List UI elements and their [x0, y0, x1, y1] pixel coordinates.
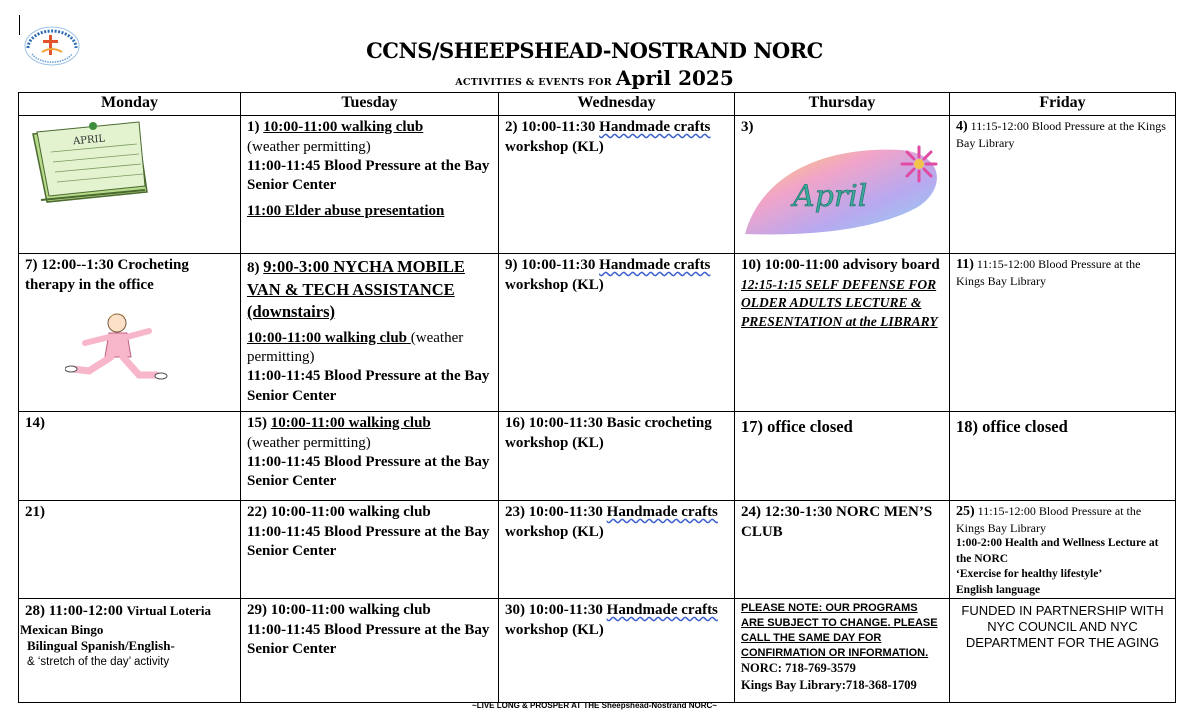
event-crocheting-therapy: 7) 12:00--1:30 Crocheting therapy in the office	[25, 257, 189, 293]
funding-notice: FUNDED IN PARTNERSHIP WITH NYC COUNCIL AND NYC DEPARTMENT FOR THE AGING	[961, 603, 1164, 650]
day-cell-tue-w2	[241, 254, 499, 412]
day-cell-thu-w3	[735, 412, 950, 501]
weekday-wednesday: Wednesday	[499, 93, 735, 116]
event-health-wellness: 1:00-2:00 Health and Wellness Lecture at the NORC	[956, 537, 1159, 565]
event-note: (weather permitting)	[247, 330, 464, 365]
week-row-2	[19, 254, 1176, 412]
day-cell-fri-w5	[950, 599, 1176, 703]
event-suffix: workshop (KL)	[505, 138, 604, 155]
event-blood-pressure: 11:00-11:45 Blood Pressure at the Bay Senior Center	[247, 368, 490, 404]
day-cell-tue-w3	[241, 412, 499, 501]
day-cell-tue-w4	[241, 501, 499, 599]
calendar-table	[18, 92, 1176, 703]
event-walking-club: 22) 10:00-11:00 walking club	[247, 504, 431, 520]
weekday-friday: Friday	[950, 93, 1176, 116]
day-number-14: 14)	[25, 415, 45, 431]
weekday-tuesday: Tuesday	[241, 93, 499, 116]
event-mexican-bingo: Mexican Bingo	[20, 621, 104, 637]
subtitle-prefix: ACTIVITIES & EVENTS FOR	[455, 77, 612, 88]
runner-clipart	[65, 309, 175, 389]
event-nycha-mobile-van: 9:00-3:00 NYCHA MOBILE VAN & TECH ASSISTANCE (downstairs)	[247, 257, 465, 321]
event-note: (weather permitting)	[247, 138, 371, 155]
event-suffix: workshop (KL)	[505, 523, 604, 540]
text-cursor	[19, 15, 20, 35]
day-cell-thu-w2	[735, 254, 950, 412]
event-handmade-crafts: Handmade crafts	[599, 119, 711, 135]
event-self-defense: 12:15-1:15 SELF DEFENSE FOR OLDER ADULTS LECTURE & PRESENTATION at the LIBRARY	[741, 276, 938, 329]
event-time: 9) 10:00-11:30	[505, 257, 600, 273]
day-number-4: 4)	[956, 119, 968, 134]
event-note: (weather permitting)	[247, 434, 371, 451]
day-cell-fri-w3	[950, 412, 1176, 501]
day-number-21: 21)	[25, 504, 45, 520]
day-cell-tue-w5	[241, 599, 499, 703]
subtitle-month: April 2025	[615, 66, 734, 90]
event-bilingual: Bilingual Spanish/English-	[27, 637, 175, 653]
event-mens-club: 24) 12:30-1:30 NORC MEN’S CLUB	[741, 504, 933, 540]
day-cell-wed-w2	[499, 254, 735, 412]
event-time: 2) 10:00-11:30	[505, 119, 600, 135]
event-walking-club: 29) 10:00-11:00 walking club	[247, 602, 431, 618]
day-cell-mon-w5	[19, 599, 241, 703]
day-cell-wed-w5	[499, 599, 735, 703]
day-number-3: 3)	[741, 119, 754, 135]
event-blood-pressure-library: 11:15-12:00 Blood Pressure at the Kings Bay Library	[956, 119, 1166, 150]
event-handmade-crafts: Handmade crafts	[606, 504, 718, 520]
event-walking-club: 10:00-11:00 walking club	[247, 330, 411, 346]
week-row-4	[19, 501, 1176, 599]
event-stretch: & ‘stretch of the day’ activity	[27, 655, 170, 668]
day-cell-tue-w1	[241, 116, 499, 254]
day-cell-wed-w3	[499, 412, 735, 501]
norc-phone: NORC: 718-769-3579	[741, 661, 856, 675]
event-office-closed: 18) office closed	[956, 417, 1068, 436]
day-cell-thu-w1	[735, 116, 950, 254]
april-leaf-clipart	[741, 136, 946, 241]
event-blood-pressure: 11:00-11:45 Blood Pressure at the Bay Senior Center	[247, 621, 490, 657]
weekday-monday: Monday	[19, 93, 241, 116]
event-walking-club: 10:00-11:00 walking club	[263, 119, 424, 135]
week-row-5	[19, 599, 1176, 703]
event-exercise-title: ‘Exercise for healthy lifestyle’	[956, 568, 1103, 580]
april-art-text: April	[793, 178, 868, 214]
notepad-clipart	[27, 120, 167, 210]
event-time: 28) 11:00-12:00	[25, 603, 127, 619]
event-office-closed: 17) office closed	[741, 417, 853, 436]
day-cell-thu-w5	[735, 599, 950, 703]
day-cell-thu-w4	[735, 501, 950, 599]
weekday-thursday: Thursday	[735, 93, 950, 116]
day-number-25: 25)	[956, 504, 975, 519]
day-cell-fri-w2	[950, 254, 1176, 412]
event-blood-pressure-library: 11:15-12:00 Blood Pressure at the Kings Bay Library	[956, 504, 1142, 535]
event-handmade-crafts: Handmade crafts	[599, 257, 711, 273]
day-cell-mon-w4	[19, 501, 241, 599]
event-blood-pressure: 11:00-11:45 Blood Pressure at the Bay Senior Center	[247, 453, 490, 489]
day-cell-fri-w4	[950, 501, 1176, 599]
event-blood-pressure: 11:00-11:45 Blood Pressure at the Bay Senior Center	[247, 157, 490, 193]
day-cell-wed-w1	[499, 116, 735, 254]
footer-motto: ~LIVE LONG & PROSPER AT THE Sheepshead-Nostrand NORC~	[472, 701, 717, 710]
event-time: 30) 10:00-11:30	[505, 602, 607, 618]
event-suffix: workshop (KL)	[505, 276, 604, 293]
event-handmade-crafts: Handmade crafts	[606, 602, 718, 618]
day-number-1: 1)	[247, 119, 264, 135]
day-number-11: 11)	[956, 257, 974, 272]
event-blood-pressure: 11:00-11:45 Blood Pressure at the Bay Senior Center	[247, 523, 490, 559]
week-row-3	[19, 412, 1176, 501]
event-virtual-loteria: Virtual Loteria	[126, 603, 212, 618]
event-advisory-board: 10) 10:00-11:00 advisory board	[741, 257, 940, 273]
schedule-change-notice: PLEASE NOTE: OUR PROGRAMS ARE SUBJECT TO CHANGE. PLEASE CALL THE SAME DAY FOR CONFIRMATION OR INFORMATION.	[741, 602, 938, 659]
day-cell-mon-w2	[19, 254, 241, 412]
library-phone: Kings Bay Library:718-368-1709	[741, 678, 917, 692]
day-number-15: 15)	[247, 415, 271, 431]
page-title: CCNS/SHEEPSHEAD-NOSTRAND NORC	[366, 38, 823, 63]
event-suffix: workshop (KL)	[505, 621, 604, 638]
week-row-1	[19, 116, 1176, 254]
day-cell-mon-w3	[19, 412, 241, 501]
event-time: 23) 10:00-11:30	[505, 504, 607, 520]
event-blood-pressure-library: 11:15-12:00 Blood Pressure at the Kings Bay Library	[956, 257, 1141, 288]
day-cell-wed-w4	[499, 501, 735, 599]
event-basic-crocheting: 16) 10:00-11:30 Basic crocheting workshop (KL)	[505, 415, 712, 451]
day-cell-fri-w1	[950, 116, 1176, 254]
day-number-8: 8)	[247, 260, 264, 276]
event-elder-abuse: 11:00 Elder abuse presentation	[247, 202, 445, 219]
day-cell-mon-w1	[19, 116, 241, 254]
event-language: English language	[956, 583, 1041, 596]
event-walking-club: 10:00-11:00 walking club	[270, 415, 431, 431]
weekday-header-row	[19, 93, 1176, 116]
notepad-label: APRIL	[72, 133, 106, 148]
page-subtitle	[0, 66, 1189, 90]
